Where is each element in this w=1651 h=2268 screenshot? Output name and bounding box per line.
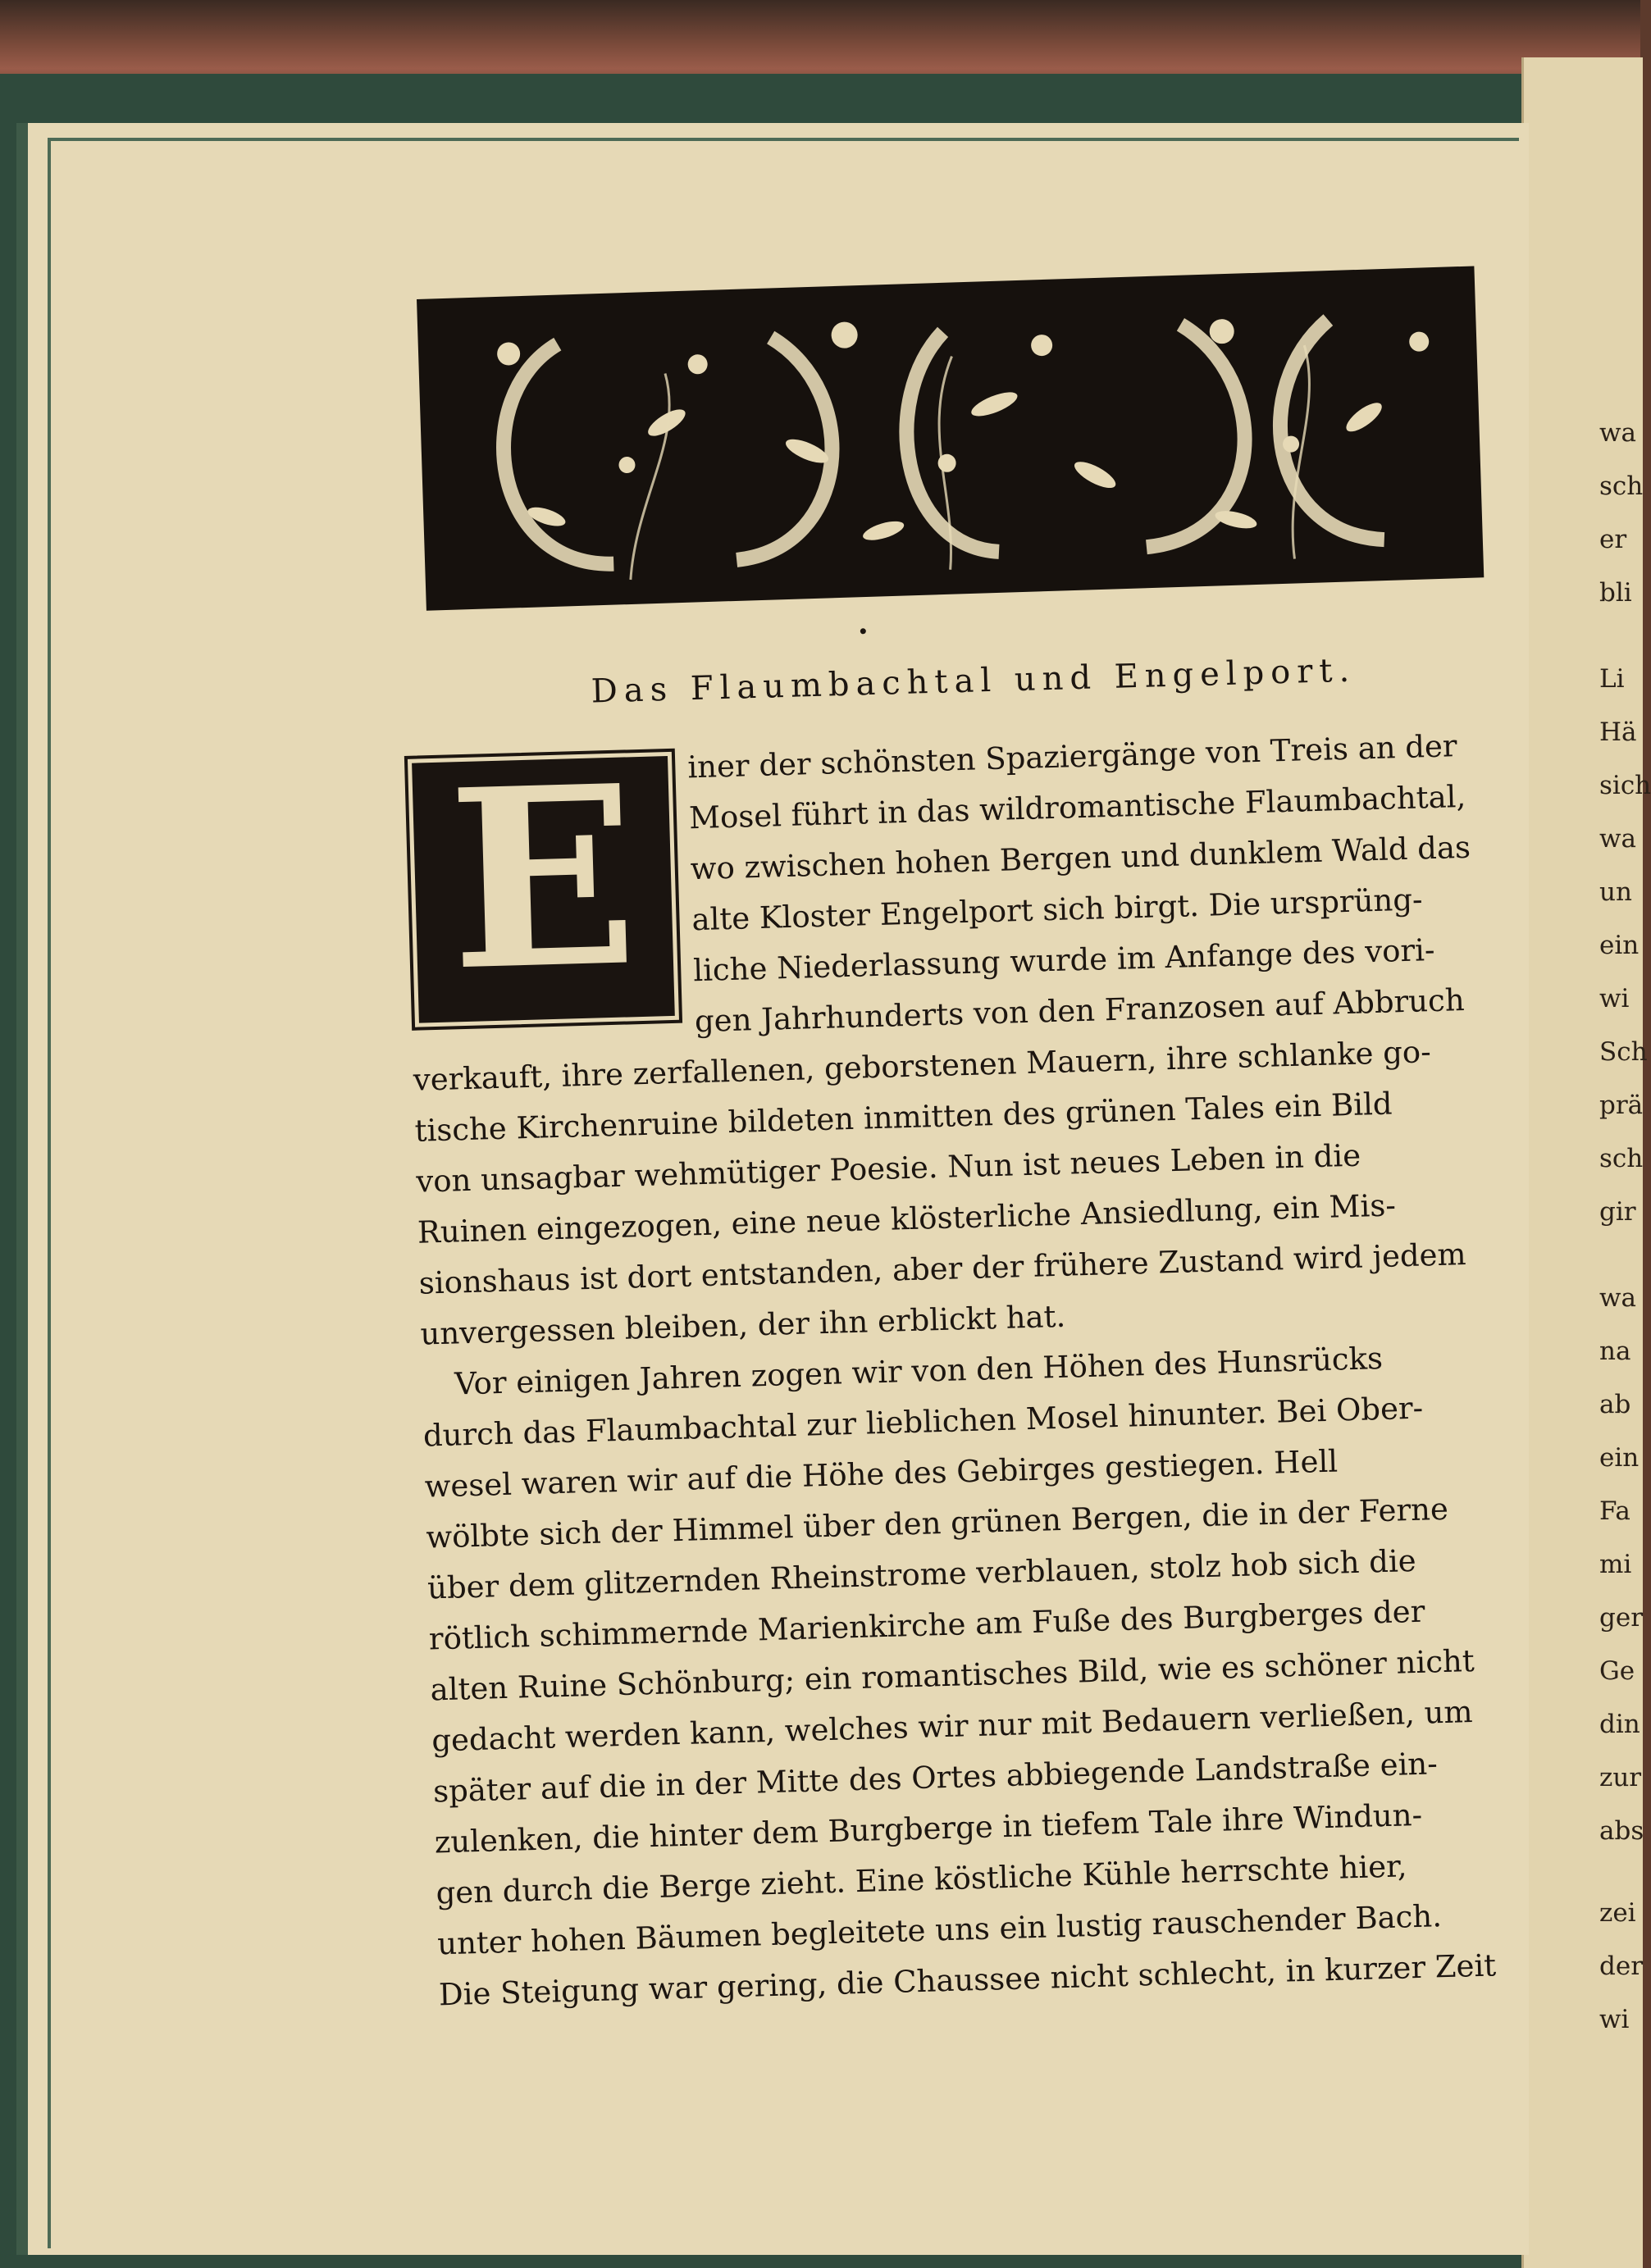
text-line: über dem glitzernden Rheinstrome verblauen, stolz hob sich die [426, 1542, 1417, 1606]
facing-page-fragment: mi [1599, 1550, 1632, 1579]
floral-ornament-graphic [417, 266, 1484, 610]
facing-page-fragment: sch [1599, 1144, 1644, 1173]
text-line: zulenken, die hinter dem Burgberge in tiefem Tale ihre Windun- [434, 1797, 1423, 1860]
facing-page-fragment: wa [1599, 1283, 1637, 1313]
text-line: gen Jahrhunderts von den Franzosen auf Abbruch [694, 981, 1466, 1040]
text-line: gen durch die Berge zieht. Eine köstliche Kühle herrschte hier, [435, 1848, 1408, 1911]
facing-page-fragment: wa [1599, 824, 1637, 854]
text-line: alte Kloster Engelport sich birgt. Die ursprüng- [691, 881, 1424, 938]
facing-page-fragment: Hä [1599, 717, 1637, 747]
text-line: von unsagbar wehmütiger Poesie. Nun ist neues Leben in die [415, 1137, 1361, 1200]
text-line: wo zwischen hohen Bergen und dunklem Wald das [690, 829, 1471, 887]
facing-page-fragment: na [1599, 1337, 1631, 1366]
text-line: Die Steigung war gering, die Chaussee nicht schlecht, in kurzer Zeit [438, 1947, 1497, 2013]
facing-page-fragment: Li [1599, 664, 1625, 694]
facing-page-fragment: ein [1599, 931, 1640, 960]
facing-page-fragment: wa [1599, 418, 1637, 448]
facing-page-fragment: ein [1599, 1443, 1640, 1473]
facing-page-fragment: prä [1599, 1091, 1644, 1120]
facing-page-fragment: Fa [1599, 1496, 1630, 1526]
text-line: tische Kirchenruine bildeten inmitten des grünen Tales ein Bild [414, 1086, 1393, 1149]
facing-page-fragment: din [1599, 1710, 1640, 1739]
text-line: Mosel führt in das wildromantische Flaumbachtal, [688, 778, 1466, 836]
drop-cap [404, 731, 682, 1031]
facing-page-fragment: Ge [1599, 1656, 1635, 1686]
facing-page-fragment: un [1599, 877, 1632, 907]
text-line: gedacht werden kann, welches wir nur mit Bedauern verließen, um [431, 1694, 1474, 1759]
facing-page-fragment: ger [1599, 1603, 1644, 1633]
facing-page [1521, 57, 1651, 2268]
facing-page-fragment: zei [1599, 1898, 1636, 1928]
facing-page-fragment: er [1599, 525, 1627, 554]
facing-page-fragment: abs [1599, 1816, 1644, 1846]
drop-cap-letter: E [445, 731, 641, 1026]
facing-page-fragment: gir [1599, 1197, 1636, 1227]
facing-page-fragment: Sch [1599, 1037, 1648, 1067]
text-line: alten Ruine Schönburg; ein romantisches Bild, wie es schöner nicht [430, 1642, 1475, 1708]
text-line: sionshaus ist dort entstanden, aber der frühere Zustand wird jedem [418, 1236, 1467, 1301]
facing-page-fragment: zur [1599, 1763, 1642, 1792]
text-line: Vor einigen Jahren zogen wir von den Höhen des Hunsrücks [454, 1340, 1384, 1402]
text-line: verkauft, ihre zerfallenen, geborstenen Mauern, ihre schlanke go- [413, 1034, 1432, 1098]
text-line: rötlich schimmernde Marienkirche am Fuße des Burgberges der [428, 1593, 1425, 1657]
headpiece-ornament [417, 266, 1485, 626]
facing-page-fragment: der [1599, 1951, 1644, 1981]
facing-page-fragment: ab [1599, 1390, 1631, 1419]
facing-page-fragment: wi [1599, 984, 1630, 1013]
text-line: unter hohen Bäumen begleitete uns ein lustig rauschender Bach. [436, 1898, 1443, 1962]
text-line: wesel waren wir auf die Höhe des Gebirges gestiegen. Hell [424, 1443, 1339, 1505]
text-line: iner der schönsten Spaziergänge von Treis an der [686, 728, 1458, 786]
facing-page-fragment: wi [1599, 2005, 1630, 2034]
text-line: durch das Flaumbachtal zur lieblichen Mosel hinunter. Bei Ober- [422, 1390, 1424, 1454]
text-line: unvergessen bleiben, der ihn erblickt hat. [419, 1298, 1066, 1352]
text-line: später auf die in der Mitte des Ortes abbiegende Landstraße ein- [432, 1746, 1439, 1810]
text-line: wölbte sich der Himmel über den grünen Bergen, die in der Ferne [425, 1491, 1449, 1555]
text-line: Ruinen eingezogen, eine neue klösterliche Ansiedlung, ein Mis- [417, 1187, 1397, 1250]
chapter-title: Das Flaumbachtal und Engelport. [591, 651, 1357, 711]
facing-page-fragment: bli [1599, 578, 1632, 608]
drop-cap-ornament [412, 731, 675, 1026]
text-line: liche Niederlassung wurde im Anfange des vori- [692, 931, 1435, 989]
facing-page-fragment: sch [1599, 471, 1644, 501]
facing-page-fragment: sich [1599, 771, 1651, 800]
